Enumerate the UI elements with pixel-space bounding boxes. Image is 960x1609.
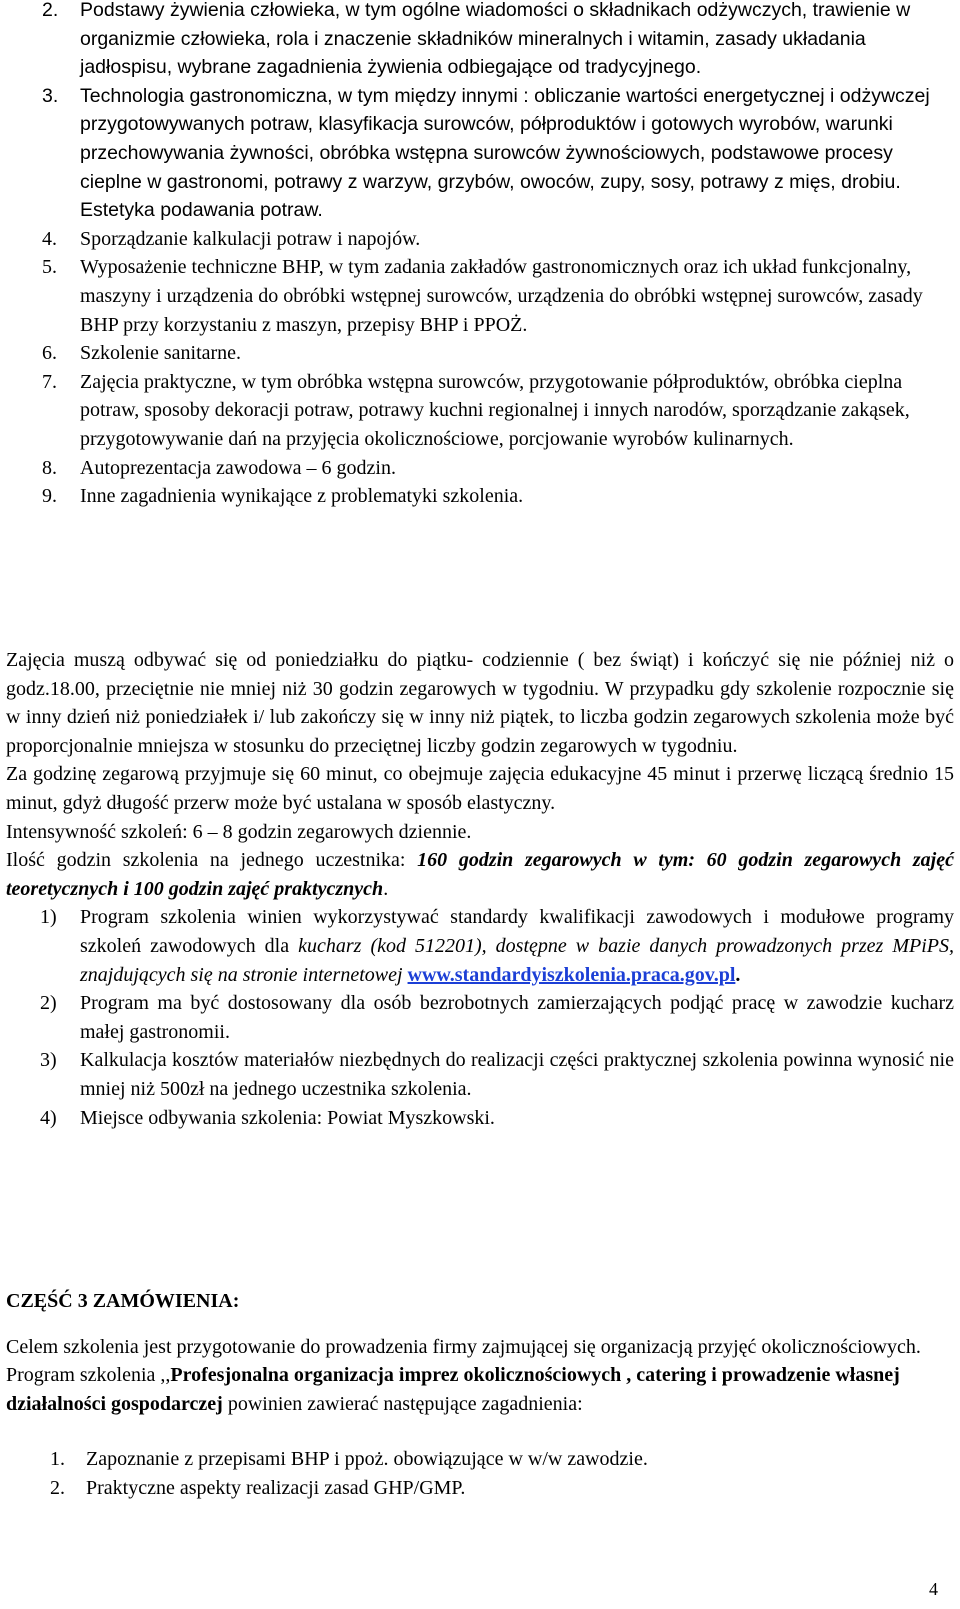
list-item <box>0 0 960 82</box>
part3-topics-list <box>6 1445 954 1502</box>
list-item <box>0 82 960 225</box>
item-number: 3. <box>42 84 59 107</box>
item-number: 1) <box>40 906 57 929</box>
list-item <box>6 903 954 989</box>
item-text: Program szkolenia winien wykorzystywać standardy kwalifikacji zawodowych i modułowe programy szkoleń zawodowych dla <box>80 906 954 957</box>
program-title: Profesjonalna organizacja imprez okolicznościowych , catering i prowadzenie własnej działalności gospodarczej <box>6 1364 900 1415</box>
hours-value: 160 godzin zegarowych w tym: 60 godzin zegarowych zajęć teoretycznych i 100 godzin zajęć praktycznych <box>6 849 954 900</box>
requirements-list <box>6 903 954 1132</box>
intensity-paragraph: Intensywność szkoleń: 6 – 8 godzin zegarowych dziennie. <box>6 820 472 843</box>
list-item <box>0 482 960 511</box>
item-text: Zajęcia praktyczne, w tym obróbka wstępna surowców, przygotowanie półproduktów, obróbka cieplna potraw, sposoby dekoracji potraw, potrawy kuchni regionalnej i innych narodów, sporządzanie zakąsek, przygotowywanie dań na przyjęcia okolicznościowe, porcjowanie wyrobów kulinarnych. <box>80 370 910 450</box>
item-number: 4. <box>42 227 57 250</box>
item-text: Miejsce odbywania szkolenia: Powiat Myszkowski. <box>80 1106 495 1129</box>
list-item <box>0 339 960 368</box>
item-number: 7. <box>42 370 57 393</box>
item-text: Zapoznanie z przepisami BHP i ppoż. obowiązujące w w/w zawodzie. <box>86 1448 648 1471</box>
item-number: 6. <box>42 342 57 365</box>
program-lead: Program szkolenia ,, <box>6 1364 171 1387</box>
item-number: 8. <box>42 456 57 479</box>
part3-section <box>6 1287 954 1503</box>
item-text: Wyposażenie techniczne BHP, w tym zadania zakładów gastronomicznych oraz ich układ funkcjonalny, maszyny i urządzenia do obróbki wstępnej surowców, urządzenia do obróbki wstępnej surowców, zasady BHP przy korzystaniu z maszyn, przepisy BHP i PPOŻ. <box>80 256 923 336</box>
item-number: 9. <box>42 485 57 508</box>
list-item <box>0 253 960 339</box>
list-item <box>6 1046 954 1103</box>
list-item <box>0 454 960 483</box>
list-item <box>6 989 954 1046</box>
list-item <box>6 1474 954 1503</box>
item-text: Technologia gastronomiczna, w tym między innymi : obliczanie wartości energetycznej i odżywczej przygotowywanych potraw, klasyfikacja surowców, półproduktów i gotowych wyrobów, warunki przechowywania żywności, obróbka wstępna surowców żywnościowych, podstawowe procesy cieplne w gastronomi, potrawy z warzyw, grzybów, owoców, zupy, sosy, potrawy z mięs, drobiu. Estetyka podawania potraw. <box>80 84 930 222</box>
item-text: Podstawy żywienia człowieka, w tym ogólne wiadomości o składnikach odżywczych, trawienie w organizmie człowieka, rola i znaczenie składników mineralnych i witamin, zasady układania jadłospisu, wybrane zagadnienia żywienia odbiegające od tradycyjnego. <box>80 0 911 79</box>
item-text: Praktyczne aspekty realizacji zasad GHP/GMP. <box>86 1476 466 1499</box>
item-number: 2) <box>40 992 57 1015</box>
section-heading: CZĘŚĆ 3 ZAMÓWIENIA: <box>6 1290 240 1312</box>
item-text: Kalkulacja kosztów materiałów niezbędnych do realizacji części praktycznej szkolenia powinna wynosić nie mniej niż 500zł na jednego uczestnika szkolenia. <box>80 1049 954 1100</box>
hours-per-participant-paragraph <box>6 846 954 903</box>
hours-lead: Ilość godzin szkolenia na jednego uczestnika: <box>6 849 418 872</box>
item-number: 1. <box>50 1448 65 1471</box>
item-text: Program ma być dostosowany dla osób bezrobotnych zamierzających podjąć pracę w zawodzie kucharz małej gastronomii. <box>80 992 954 1043</box>
item-number: 2. <box>42 0 59 21</box>
list-item <box>6 1445 954 1474</box>
item-text: Autoprezentacja zawodowa – 6 godzin. <box>80 456 396 479</box>
list-item <box>0 368 960 454</box>
item-number: 5. <box>42 256 57 279</box>
schedule-section <box>6 646 954 1132</box>
topics-list <box>0 0 960 511</box>
list-item <box>0 225 960 254</box>
item-number: 2. <box>50 1476 65 1499</box>
item-number: 3) <box>40 1049 57 1072</box>
item-number: 4) <box>40 1106 57 1129</box>
item-end: . <box>735 963 741 986</box>
item-italic-text: kucharz (kod 512201), dostępne w bazie danych prowadzonych przez MPiPS, znajdujących się na stronie internetowej <box>80 934 955 986</box>
item-text: Inne zagadnienia wynikające z problematyki szkolenia. <box>80 485 524 508</box>
program-paragraph <box>6 1361 954 1418</box>
hour-definition-paragraph: Za godzinę zegarową przyjmuje się 60 minut, co obejmuje zajęcia edukacyjne 45 minut i przerwę liczącą średnio 15 minut, gdyż długość przerw może być ustalana w sposób elastyczny. <box>6 763 954 814</box>
item-text: Szkolenie sanitarne. <box>80 342 242 365</box>
page-number: 4 <box>929 1579 938 1599</box>
schedule-paragraph: Zajęcia muszą odbywać się od poniedziałku do piątku- codziennie ( bez świąt) i kończyć się nie później niż o godz.18.00, przeciętnie nie mniej niż 30 godzin zegarowych w tygodniu. W przypadku gdy szkolenie rozpocznie się w inny dzień niż poniedziałek i/ lub zakończy się w inny niż piątek, to liczba godzin zegarowych szkolenia może być proporcjonalnie mniejsza w stosunku do przeciętnej liczby godzin zegarowych w tygodniu. <box>6 649 954 757</box>
program-end: powinien zawierać następujące zagadnienia: <box>222 1392 583 1415</box>
hours-end: . <box>383 877 389 900</box>
list-item <box>6 1104 954 1133</box>
item-text: Sporządzanie kalkulacji potraw i napojów. <box>80 227 421 250</box>
standards-website-link[interactable]: www.standardyiszkolenia.praca.gov.pl <box>407 963 736 986</box>
goal-paragraph: Celem szkolenia jest przygotowanie do prowadzenia firmy zajmującej się organizacją przyjęć okolicznościowych. <box>6 1335 921 1358</box>
